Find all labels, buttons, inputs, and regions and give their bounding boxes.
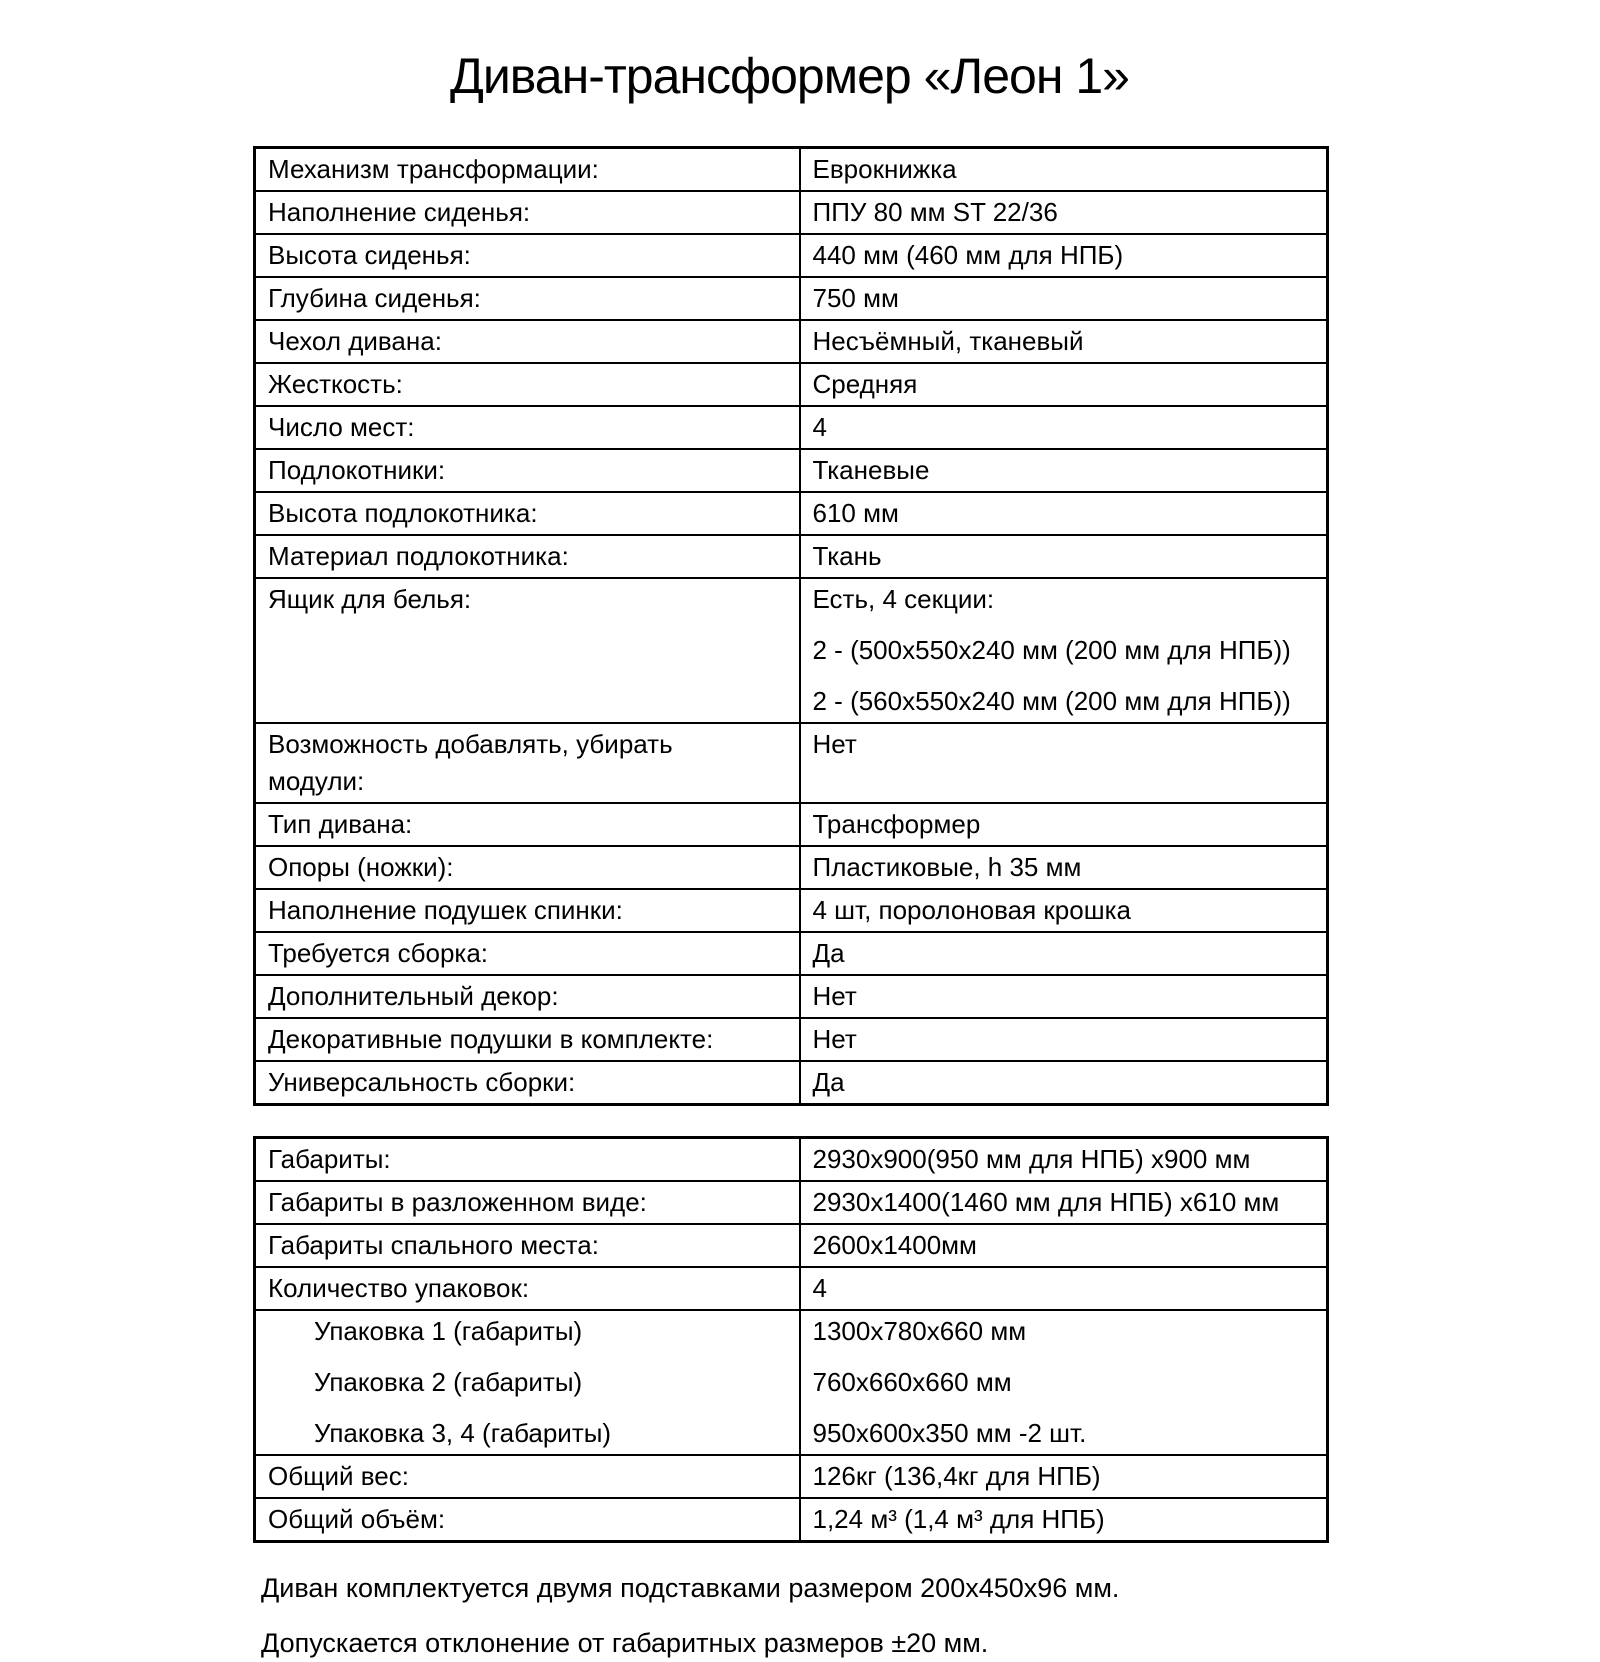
spec-label: Тип дивана:	[255, 803, 800, 846]
spec-label: Требуется сборка:	[255, 932, 800, 975]
table-row	[255, 277, 1328, 320]
spec-label: Механизм трансформации:	[255, 148, 800, 192]
spec-value: 1,24 м³ (1,4 м³ для НПБ)	[800, 1498, 1328, 1542]
table-row	[255, 1018, 1328, 1061]
table-row	[255, 1498, 1328, 1542]
spec-value: 4	[800, 406, 1328, 449]
table-row	[255, 320, 1328, 363]
package-label: Упаковка 2 (габариты)	[314, 1367, 583, 1397]
spec-value: Да	[800, 1061, 1328, 1105]
spec-value: 2930х900(950 мм для НПБ) х900 мм	[800, 1138, 1328, 1182]
footnote-stands: Диван комплектуется двумя подставками размером 200х450х96 мм.	[261, 1573, 1120, 1603]
table-row	[255, 803, 1328, 846]
spec-value-line: Есть, 4 секции:	[812, 584, 995, 614]
spec-label: Высота сиденья:	[255, 234, 800, 277]
table-row	[255, 191, 1328, 234]
spec-value: 4	[800, 1267, 1328, 1310]
spec-value: Еврокнижка	[800, 148, 1328, 192]
table-row	[255, 1138, 1328, 1182]
spec-label: Подлокотники:	[255, 449, 800, 492]
spec-label: Количество упаковок:	[255, 1267, 800, 1310]
spec-value: Тканевые	[800, 449, 1328, 492]
package-value: 1300х780х660 мм	[812, 1316, 1027, 1346]
package-label: Упаковка 1 (габариты)	[314, 1316, 583, 1346]
table-row	[255, 723, 1328, 803]
package-value: 950х600х350 мм -2 шт.	[812, 1418, 1087, 1448]
spec-label: Общий объём:	[255, 1498, 800, 1542]
spec-value: Нет	[800, 1018, 1328, 1061]
table-row	[255, 1061, 1328, 1105]
spec-label: Жесткость:	[255, 363, 800, 406]
table-row	[255, 449, 1328, 492]
table-row	[255, 932, 1328, 975]
spec-label: Габариты:	[255, 1138, 800, 1182]
spec-value-multiline	[800, 1310, 1328, 1455]
package-value: 760х660х660 мм	[812, 1367, 1012, 1397]
spec-label: Универсальность сборки:	[255, 1061, 800, 1105]
spec-label: Ящик для белья:	[255, 578, 800, 723]
table-row	[255, 363, 1328, 406]
spec-label: Чехол дивана:	[255, 320, 800, 363]
table-row	[255, 846, 1328, 889]
spec-label: Возможность добавлять, убирать модули:	[255, 723, 800, 803]
spec-value: Нет	[800, 723, 1328, 803]
spec-value: Несъёмный, тканевый	[800, 320, 1328, 363]
footnote-tolerance: Допускается отклонение от габаритных размеров ±20 мм.	[261, 1628, 989, 1658]
spec-value: 750 мм	[800, 277, 1328, 320]
spec-value: 126кг (136,4кг для НПБ)	[800, 1455, 1328, 1498]
spec-table-dimensions	[253, 1136, 1329, 1543]
spec-label: Общий вес:	[255, 1455, 800, 1498]
spec-label: Высота подлокотника:	[255, 492, 800, 535]
spec-value: Нет	[800, 975, 1328, 1018]
package-label: Упаковка 3, 4 (габариты)	[314, 1418, 612, 1448]
spec-label: Материал подлокотника:	[255, 535, 800, 578]
table-row-packages	[255, 1310, 1328, 1455]
spec-value: Да	[800, 932, 1328, 975]
spec-table-main	[253, 146, 1329, 1106]
spec-value: 440 мм (460 мм для НПБ)	[800, 234, 1328, 277]
spec-value-line: 2 - (500х550х240 мм (200 мм для НПБ))	[812, 635, 1291, 665]
spec-label: Глубина сиденья:	[255, 277, 800, 320]
content-area	[253, 146, 1326, 1662]
spec-label: Декоративные подушки в комплекте:	[255, 1018, 800, 1061]
spec-label: Дополнительный декор:	[255, 975, 800, 1018]
table-row	[255, 889, 1328, 932]
table-row	[255, 535, 1328, 578]
table-row	[255, 406, 1328, 449]
table-row	[255, 234, 1328, 277]
spec-value: ППУ 80 мм ST 22/36	[800, 191, 1328, 234]
table-row	[255, 1224, 1328, 1267]
table-row	[255, 975, 1328, 1018]
table-row	[255, 1181, 1328, 1224]
spec-label-multiline	[255, 1310, 800, 1455]
spec-value: 610 мм	[800, 492, 1328, 535]
spec-value: Ткань	[800, 535, 1328, 578]
spec-value-line: 2 - (560х550х240 мм (200 мм для НПБ))	[812, 686, 1291, 716]
spec-label: Наполнение сиденья:	[255, 191, 800, 234]
spec-label: Число мест:	[255, 406, 800, 449]
table-row	[255, 148, 1328, 192]
table-row	[255, 492, 1328, 535]
spec-label: Опоры (ножки):	[255, 846, 800, 889]
spec-value: 4 шт, поролоновая крошка	[800, 889, 1328, 932]
spec-value: 2930х1400(1460 мм для НПБ) х610 мм	[800, 1181, 1328, 1224]
spec-value: Средняя	[800, 363, 1328, 406]
spec-label: Наполнение подушек спинки:	[255, 889, 800, 932]
spec-value: 2600х1400мм	[800, 1224, 1328, 1267]
table-row	[255, 1267, 1328, 1310]
spec-value-multiline	[800, 578, 1328, 723]
spec-value: Пластиковые, h 35 мм	[800, 846, 1328, 889]
spec-label: Габариты в разложенном виде:	[255, 1181, 800, 1224]
page-title: Диван-трансформер «Леон 1»	[450, 48, 1129, 104]
spec-label: Габариты спального места:	[255, 1224, 800, 1267]
spec-value: Трансформер	[800, 803, 1328, 846]
table-row	[255, 578, 1328, 723]
table-row	[255, 1455, 1328, 1498]
